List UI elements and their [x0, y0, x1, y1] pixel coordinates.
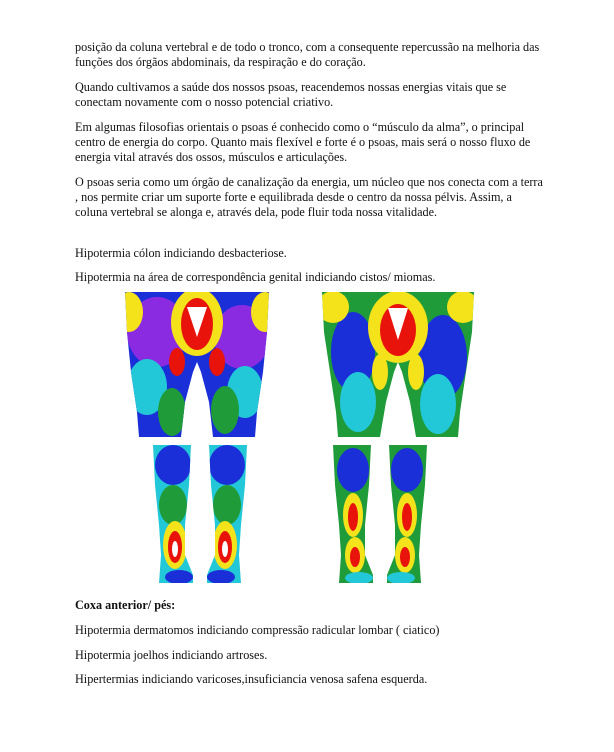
paragraph-spine: posição da coluna vertebral e de todo o tronco, com a consequente repercussão na melhoria das funções dos órgãos abdominais, da respiração e do coração. [75, 40, 540, 70]
paragraph-colon: Hipotermia cólon indiciando desbacteriose. [75, 246, 287, 260]
thermogram-lower-legs-rainbow [145, 445, 255, 585]
paragraph-psoas-health: Quando cultivamos a saúde dos nossos psoas, reacendemos nossas energias vitais que se conectam novamente com o nosso potencial criativo. [75, 80, 507, 110]
thermogram-lower-legs-green [325, 445, 435, 585]
paragraph-genital: Hipotermia na área de correspondência genital indiciando cistos/ miomas. [75, 270, 436, 284]
paragraph-soul-muscle: Em algumas filosofias orientais o psoas é conhecido como o “músculo da alma”, o principal centro de energia do corpo. Quanto mais flexível e forte é o psoas, mais será o nosso fluxo de energia vital através dos ossos, músculos e articulações. [75, 120, 531, 165]
finding-knees: Hipotermia joelhos indiciando artroses. [75, 648, 268, 662]
thermogram-thighs-rainbow [117, 292, 277, 437]
section-heading: Coxa anterior/ pés: [75, 598, 176, 612]
paragraph-energy-channel: O psoas seria como um órgão de canalização da energia, um núcleo que nos conecta com a terra , nos permite criar um suporte forte e equilibrada desde o centro da nossa pélvis. Assim, a coluna vertebral se alonga e, através dela, pode fluir toda nossa vitalidade. [75, 175, 543, 220]
finding-dermatomes: Hipotermia dermatomos indiciando compressão radicular lombar ( ciatico) [75, 623, 440, 637]
finding-varicose: Hipertermias indiciando varicoses,insuficiancia venosa safena esquerda. [75, 672, 428, 686]
thermogram-thighs-green [318, 292, 478, 437]
